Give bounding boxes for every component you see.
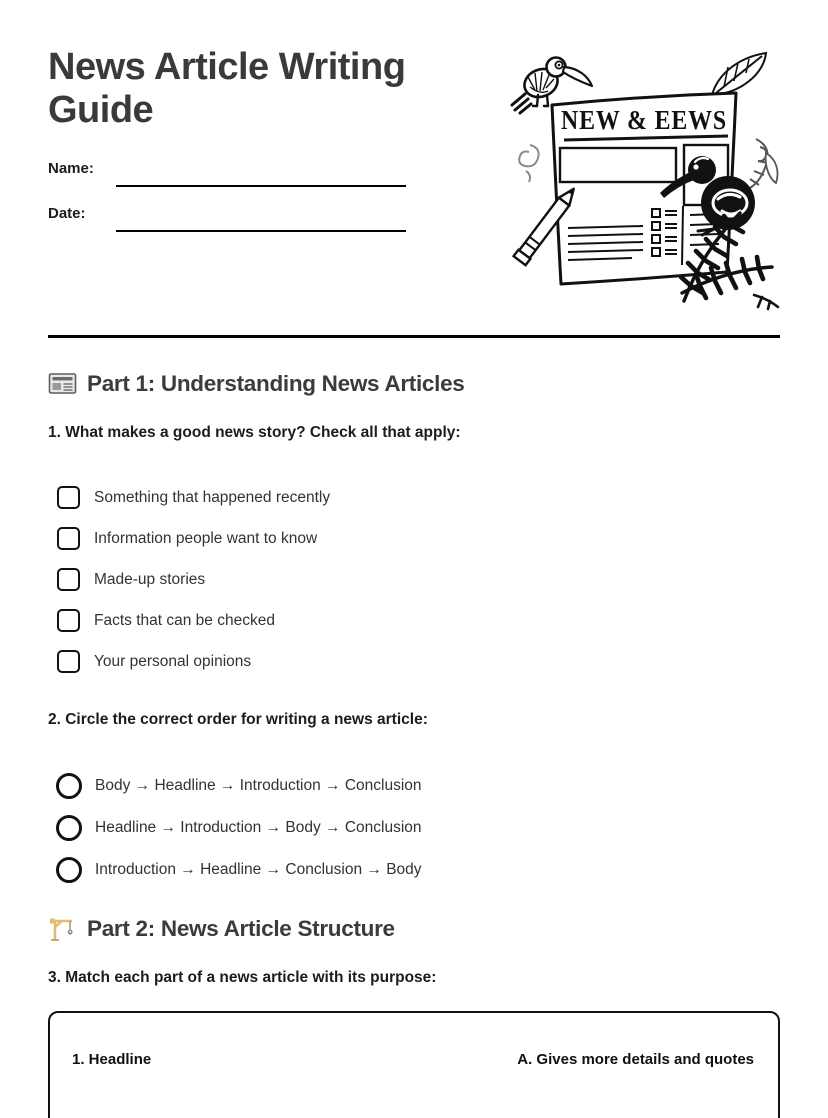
date-field-row bbox=[48, 204, 428, 232]
checkbox-unchecked[interactable] bbox=[57, 609, 80, 632]
q1-option-label: Made-up stories bbox=[94, 570, 206, 588]
q2-option-label: Body → Headline → Introduction → Conclusion bbox=[95, 776, 422, 794]
q1-options bbox=[48, 486, 780, 674]
match-row bbox=[72, 1051, 754, 1068]
construction-crane-emoji bbox=[48, 916, 78, 942]
date-label: Date: bbox=[48, 204, 86, 222]
q1-option-row[interactable] bbox=[57, 568, 780, 592]
q1-option-label: Your personal opinions bbox=[94, 652, 252, 670]
part1-title: Part 1: Understanding News Articles bbox=[87, 370, 465, 396]
newspaper-masthead: NEW & EEWS bbox=[561, 105, 727, 135]
newspaper-birds-illustration bbox=[504, 43, 794, 323]
newspaper-emoji bbox=[48, 371, 78, 397]
name-input-line[interactable] bbox=[116, 159, 406, 187]
checkbox-unchecked[interactable] bbox=[57, 527, 80, 550]
question-3: 3. Match each part of a news article with its purpose: bbox=[48, 968, 437, 986]
question-2: 2. Circle the correct order for writing a news article: bbox=[48, 710, 428, 728]
checkbox-unchecked[interactable] bbox=[57, 568, 80, 591]
part2-heading bbox=[48, 916, 780, 942]
radio-unselected[interactable] bbox=[56, 857, 82, 883]
question-1: 1. What makes a good news story? Check all that apply: bbox=[48, 423, 461, 441]
q2-option-row[interactable] bbox=[56, 857, 780, 883]
fern-right-small bbox=[748, 139, 778, 189]
checkbox-unchecked[interactable] bbox=[57, 650, 80, 673]
q1-option-row[interactable] bbox=[57, 609, 780, 633]
q1-option-label: Facts that can be checked bbox=[94, 611, 275, 629]
part2-title: Part 2: News Article Structure bbox=[87, 915, 395, 941]
match-right-item[interactable]: A. Gives more details and quotes bbox=[517, 1050, 754, 1068]
q2-option-row[interactable] bbox=[56, 815, 780, 841]
checkbox-unchecked[interactable] bbox=[57, 486, 80, 509]
date-input-line[interactable] bbox=[116, 204, 406, 232]
radio-unselected[interactable] bbox=[56, 815, 82, 841]
q2-options bbox=[48, 773, 780, 883]
part1-heading bbox=[48, 371, 780, 397]
section-divider bbox=[48, 335, 780, 338]
leaf-top-right bbox=[712, 53, 766, 95]
name-label: Name: bbox=[48, 159, 94, 177]
radio-unselected[interactable] bbox=[56, 773, 82, 799]
page-title: News Article Writing Guide bbox=[48, 46, 406, 131]
q1-option-row[interactable] bbox=[57, 486, 780, 510]
q2-option-label: Introduction → Headline → Conclusion → Body bbox=[95, 860, 422, 878]
q1-option-row[interactable] bbox=[57, 650, 780, 674]
swirl-decoration bbox=[519, 145, 538, 182]
match-left-item[interactable]: 1. Headline bbox=[72, 1050, 152, 1068]
q2-option-row[interactable] bbox=[56, 773, 780, 799]
q1-option-label: Something that happened recently bbox=[94, 488, 331, 506]
q2-option-label: Headline → Introduction → Body → Conclusion bbox=[95, 818, 422, 836]
q1-option-label: Information people want to know bbox=[94, 529, 318, 547]
matching-exercise-box bbox=[48, 1011, 780, 1118]
name-field-row bbox=[48, 159, 428, 187]
q1-option-row[interactable] bbox=[57, 527, 780, 551]
